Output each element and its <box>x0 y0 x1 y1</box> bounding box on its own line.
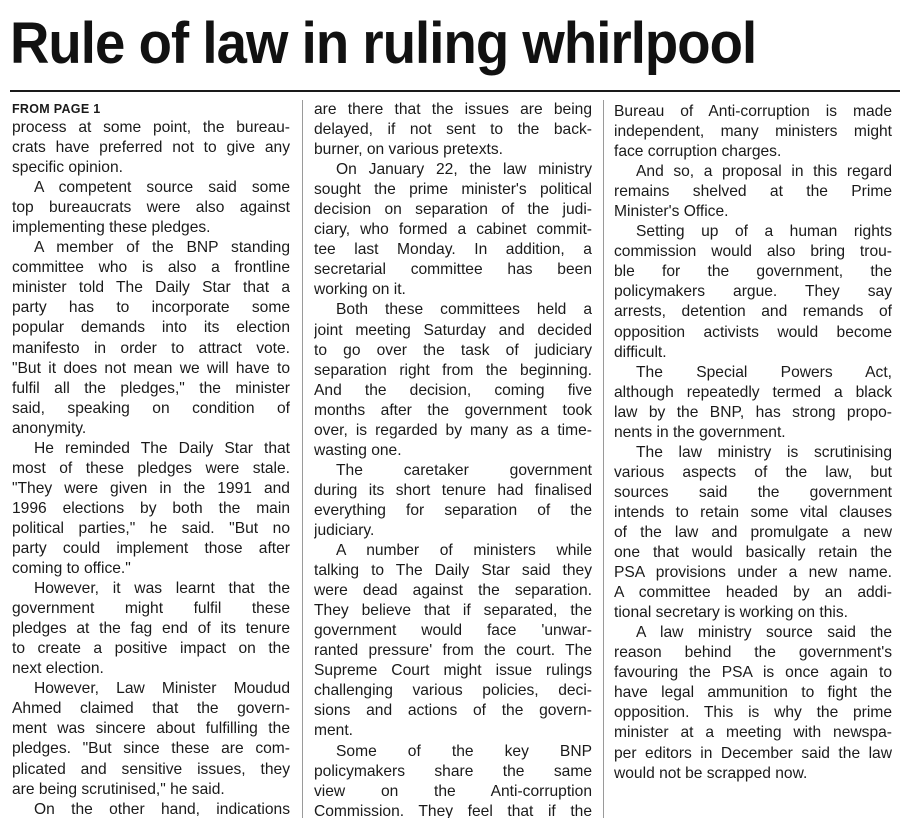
text-line: "But it does not mean we will have to <box>12 359 290 377</box>
text-line: PSA provisions under a new name. <box>614 564 892 582</box>
text-line: although repeatedly termed a black <box>614 383 892 401</box>
text-line: The Special Powers Act, <box>636 363 892 381</box>
text-line: of the law and promulgate a new <box>614 523 892 541</box>
text-line: Setting up of a human rights <box>636 223 892 241</box>
text-line: On the other hand, indications <box>34 800 290 818</box>
text-line: talking to The Daily Star said they <box>314 562 592 580</box>
text-line: opposition activists would become <box>614 323 892 341</box>
text-line: next election. <box>12 660 104 678</box>
text-line: decision on separation of the judi- <box>314 201 592 219</box>
article-column-1 <box>12 100 290 818</box>
text-line: said, speaking on condition of <box>12 399 290 417</box>
text-line: difficult. <box>614 343 667 361</box>
text-line: tional secretary is working on this. <box>614 604 849 622</box>
text-line: And so, a proposal in this regard <box>636 163 892 181</box>
text-line: A committee headed by an addi- <box>614 584 892 602</box>
text-line: remains shelved at the Prime <box>614 183 892 201</box>
text-line: Both these committees held a <box>336 301 592 319</box>
text-line: Supreme Court might issue rulings <box>314 662 592 680</box>
text-line: ciary, who formed a cabinet commit- <box>314 221 592 239</box>
text-line: crats have preferred not to give any <box>12 139 290 157</box>
text-line: months after the government took <box>314 401 592 419</box>
text-line: party has to incorporate some <box>12 299 290 317</box>
text-line: wasting one. <box>314 441 402 459</box>
text-line: to go over the task of judiciary <box>314 341 592 359</box>
headline: Rule of law in ruling whirlpool <box>10 11 757 76</box>
headline-rule <box>10 90 900 92</box>
column-3-text <box>614 102 892 784</box>
text-line: Ahmed claimed that the govern- <box>12 700 290 718</box>
text-line: implementing these pledges. <box>12 219 211 237</box>
text-line: commission would also bring trou- <box>614 243 892 261</box>
text-line: The law ministry is scrutinising <box>636 443 892 461</box>
text-line: ranted pressure' from the court. The <box>314 642 592 660</box>
text-line: 1996 elections by both the main <box>12 499 290 517</box>
text-line: various aspects of the law, but <box>614 463 892 481</box>
text-line: Bureau of Anti-corruption is made <box>614 103 892 120</box>
text-line: are there that the issues are being <box>314 101 592 118</box>
text-line: committee who is also a frontline <box>12 259 290 277</box>
text-line: joint meeting Saturday and decided <box>314 321 592 339</box>
text-line: ble for the government, the <box>614 263 892 281</box>
text-line: Commission. They feel that if the <box>314 802 592 818</box>
text-line: were dead against the separation. <box>314 582 592 600</box>
text-line: fulfil all the pledges," the minister <box>12 379 290 397</box>
text-line: A member of the BNP standing <box>34 239 290 257</box>
text-line: coming to office." <box>12 560 131 578</box>
text-line: separation right from the beginning. <box>314 361 592 379</box>
text-line: working on it. <box>314 281 406 299</box>
article-column-2 <box>314 100 592 818</box>
text-line: view on the Anti-corruption <box>314 782 592 800</box>
text-line: However, it was learnt that the <box>34 580 290 598</box>
text-line: The caretaker government <box>336 461 592 479</box>
text-line: sources said the government <box>614 483 892 501</box>
text-line: would not be scrapped now. <box>614 764 808 782</box>
text-line: plicated and sensitive issues, they <box>12 760 290 778</box>
text-line: political parties," he said. "But no <box>12 519 290 537</box>
text-line: everything for separation of the <box>314 501 592 519</box>
text-line: policymakers share the same <box>314 762 592 780</box>
text-line: sought the prime minister's political <box>314 181 592 199</box>
text-line: have legal ammunition to fight the <box>614 684 892 702</box>
text-line: "They were given in the 1991 and <box>12 479 290 497</box>
text-line: process at some point, the bureau- <box>12 119 290 136</box>
text-line: during its short tenure had finalised <box>314 481 592 499</box>
text-line: pledges at the fag end of its tenure <box>12 620 290 638</box>
text-line: face corruption charges. <box>614 143 782 161</box>
text-line: ment. <box>314 722 353 740</box>
text-line: top bureaucrats were also against <box>12 199 290 217</box>
article-column-3 <box>614 100 892 818</box>
text-line: A law ministry source said the <box>636 624 892 642</box>
text-line: opposition. This is why the prime <box>614 704 892 722</box>
text-line: policymakers argue. They say <box>614 283 892 301</box>
text-line: most of these pledges were stale. <box>12 459 290 477</box>
text-line: popular demands into its election <box>12 319 290 337</box>
continuation-label: FROM PAGE 1 <box>12 102 101 116</box>
text-line: minister at a meeting with newspa- <box>614 724 892 742</box>
text-line: A competent source said some <box>34 179 290 197</box>
text-line: government would face 'unwar- <box>314 622 592 640</box>
text-line: arrests, detention and remands of <box>614 303 892 321</box>
text-line: ment was sincere about fulfilling the <box>12 720 290 738</box>
text-line: are being scrutinised," he said. <box>12 780 225 798</box>
text-line: secretarial committee has been <box>314 261 592 279</box>
text-line: tee last Monday. In addition, a <box>314 241 592 259</box>
text-line: And the decision, coming five <box>314 381 592 399</box>
text-line: Minister's Office. <box>614 203 729 221</box>
text-line: They believe that if separated, the <box>314 602 592 620</box>
text-line: pledges. "But since these are com- <box>12 740 290 758</box>
text-line: one that would basically retain the <box>614 544 892 562</box>
text-line: judiciary. <box>314 521 375 539</box>
column-1-text <box>12 118 290 818</box>
text-line: A number of ministers while <box>336 542 592 560</box>
text-line: intends to retain some vital clauses <box>614 503 892 521</box>
text-line: nents in the government. <box>614 423 786 441</box>
text-line: On January 22, the law ministry <box>336 161 592 179</box>
text-line: over, is regarded by many as a time- <box>314 421 592 439</box>
text-line: Some of the key BNP <box>336 742 592 760</box>
text-line: government might fulfil these <box>12 600 290 618</box>
text-line: to create a positive impact on the <box>12 640 290 658</box>
text-line: independent, many ministers might <box>614 123 892 141</box>
column-divider <box>603 100 604 818</box>
text-line: minister told The Daily Star that a <box>12 279 290 297</box>
column-2-text <box>314 100 592 818</box>
text-line: He reminded The Daily Star that <box>34 439 290 457</box>
column-divider <box>302 100 303 818</box>
text-line: law by the BNP, has strong propo- <box>614 403 892 421</box>
text-line: manifesto in order to attract vote. <box>12 339 290 357</box>
text-line: per editors in December said the law <box>614 744 892 762</box>
text-line: favouring the PSA is once again to <box>614 664 892 682</box>
text-line: anonymity. <box>12 419 87 437</box>
text-line: challenging various policies, deci- <box>314 682 592 700</box>
text-line: burner, on various pretexts. <box>314 141 503 159</box>
text-line: specific opinion. <box>12 159 123 177</box>
text-line: reason behind the government's <box>614 644 892 662</box>
text-line: However, Law Minister Moudud <box>34 680 290 698</box>
text-line: delayed, if not sent to the back- <box>314 121 592 139</box>
text-line: sions and actions of the govern- <box>314 702 592 720</box>
text-line: party could implement those after <box>12 539 290 557</box>
